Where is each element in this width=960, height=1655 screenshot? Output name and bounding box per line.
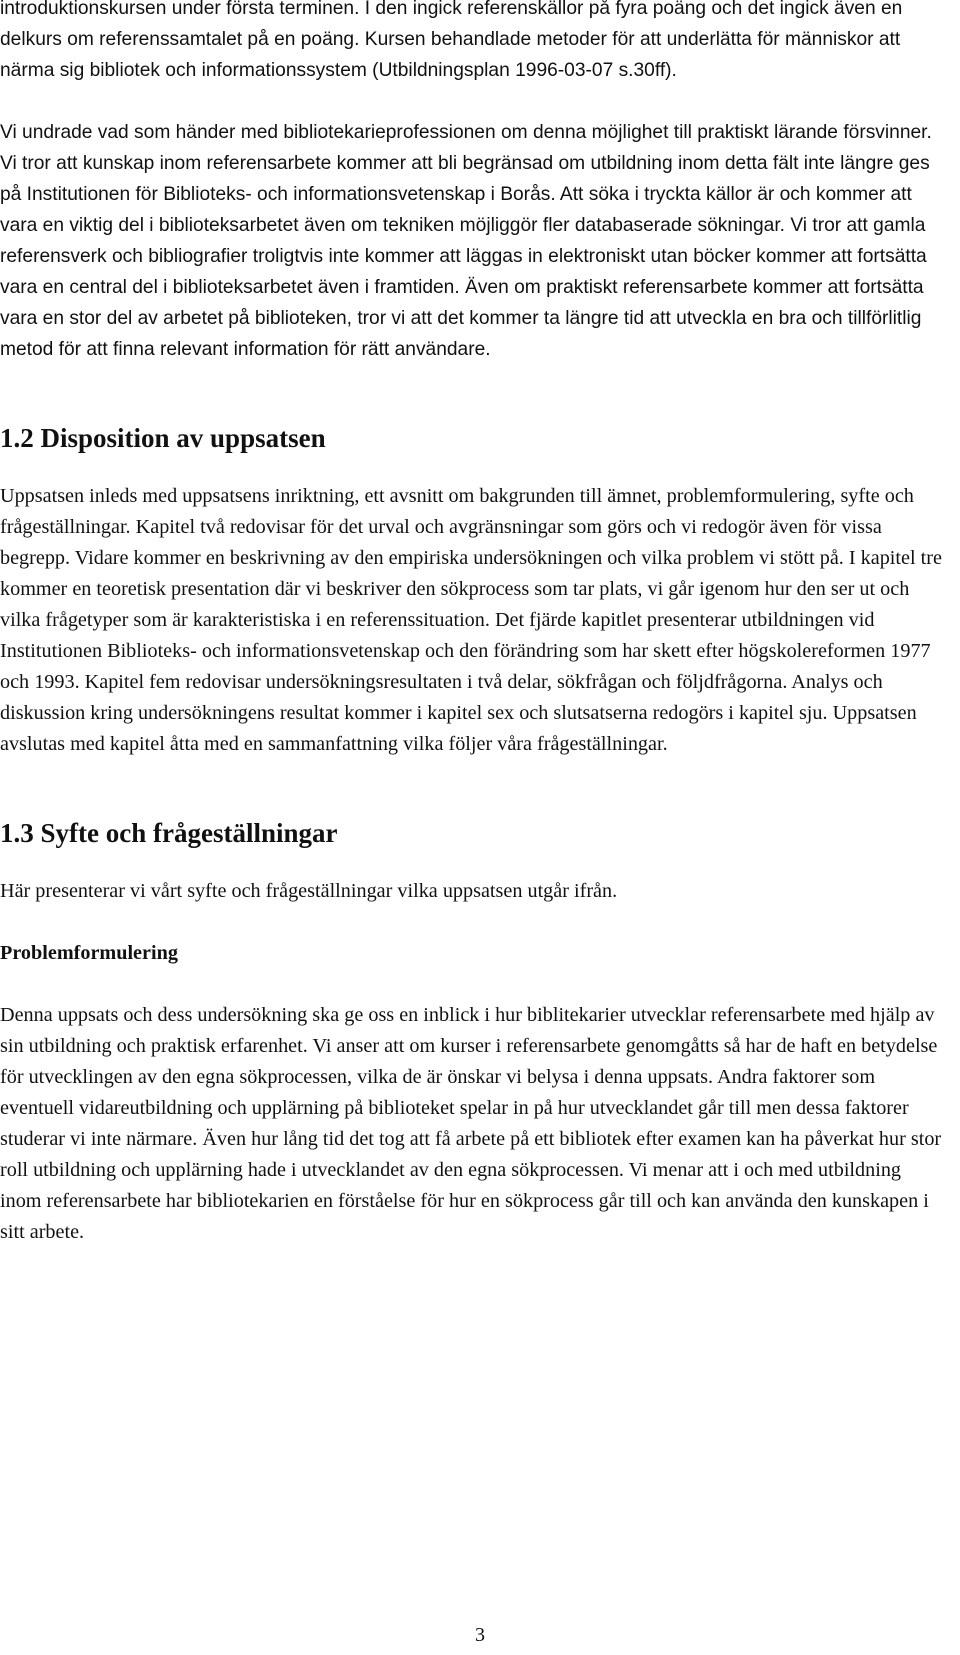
page-number: 3 [475, 1624, 485, 1646]
disposition-paragraph: Uppsatsen inleds med uppsatsens inriktning, ett avsnitt om bakgrunden till ämnet, problemformulering, syfte och frågeställningar. Kapitel två redovisar för det urval och avgränsningar som görs och vi redogör även för vissa begrepp. Vidare kommer en beskrivning av den empiriska undersökningen och vilka problem vi stött på. I kapitel tre kommer en teoretisk presentation där vi beskriver den sökprocess som tar plats, vi går igenom hur den ser ut och vilka frågetyper som är karakteristiska i en referenssituation. Det fjärde kapitlet presenterar utbildningen vid Institutionen Biblioteks- och informationsvetenskap och den förändring som har skett efter högskolereformen 1977 och 1993. Kapitel fem redovisar undersökningsresultaten i två delar, sökfrågan och följdfrågorna. Analys och diskussion kring undersökningens resultat kommer i kapitel sex och slutsatserna redogörs i kapitel sju. Uppsatsen avslutas med kapitel åtta med en sammanfattning vilka följer våra frågeställningar. [0, 485, 942, 755]
problemformulering-paragraph: Denna uppsats och dess undersökning ska ge oss en inblick i hur biblitekarier utvecklar referensarbete med hjälp av sin utbildning och praktisk erfarenhet. Vi anser att om kurser i referensarbete genomgåtts så har de haft en betydelse för utvecklingen av den egna sökprocessen, vilka de är önskar vi belysa i denna uppsats. Andra faktorer som eventuell vidareutbildning och upplärning på biblioteket spelar in på hur utvecklandet går till men dessa faktorer studerar vi inte närmare. Även hur lång tid det tog att få arbete på ett bibliotek efter examen kan ha påverkat hur stor roll utbildning och upplärning hade i utvecklandet av den egna sökprocessen. Vi menar att i och med utbildning inom referensarbete har bibliotekarien en förståelse för hur en sökprocess går till och kan använda den kunskapen i sitt arbete. [0, 1004, 942, 1243]
section-spacer [0, 760, 945, 814]
intro-paragraph-1: introduktionskursen under första terminen. I den ingick referenskällor på fyra poäng och det ingick även en delkurs om referenssamtalet på en poäng. Kursen behandlade metoder för att underlätta för människor att närma sig bibliotek och informationssystem (Utbildningsplan 1996-03-07 s.30ff). [0, 0, 903, 81]
heading-spacer [0, 852, 945, 876]
paragraph-spacer [0, 86, 945, 117]
intro-paragraph-2: Vi undrade vad som händer med bibliotekarieprofessionen om denna möjlighet till praktiskt lärande försvinner. Vi tror att kunskap inom referensarbete kommer att bli begränsad om utbildning inom detta fält inte längre ges på Institutionen för Biblioteks- och informationsvetenskap i Borås. Att söka i tryckta källor är och kommer att vara en viktig del i biblioteksarbetet även om tekniken möjliggör fler databaserade sökningar. Vi tror att gamla referensverk och bibliografier troligtvis inte kommer att läggas in elektroniskt utan böcker kommer att fortsätta vara en central del i biblioteksarbetet även i framtiden. Även om praktiskt referensarbete kommer att fortsätta vara en stor del av arbetet på biblioteken, tror vi att det kommer ta längre tid att utveckla en bra och tillförlitlig metod för att finna relevant information för rätt användare. [0, 122, 932, 360]
subheading-problemformulering: Problemformulering [0, 942, 178, 964]
heading-spacer [0, 457, 945, 481]
section-spacer [0, 365, 945, 419]
section-heading-disposition: 1.2 Disposition av uppsatsen [0, 423, 326, 453]
paragraph-spacer [0, 907, 945, 938]
paragraph-spacer [0, 969, 945, 1000]
syfte-intro-paragraph: Här presenterar vi vårt syfte och frågeställningar vilka uppsatsen utgår ifrån. [0, 880, 618, 902]
section-heading-syfte: 1.3 Syfte och frågeställningar [0, 818, 338, 848]
